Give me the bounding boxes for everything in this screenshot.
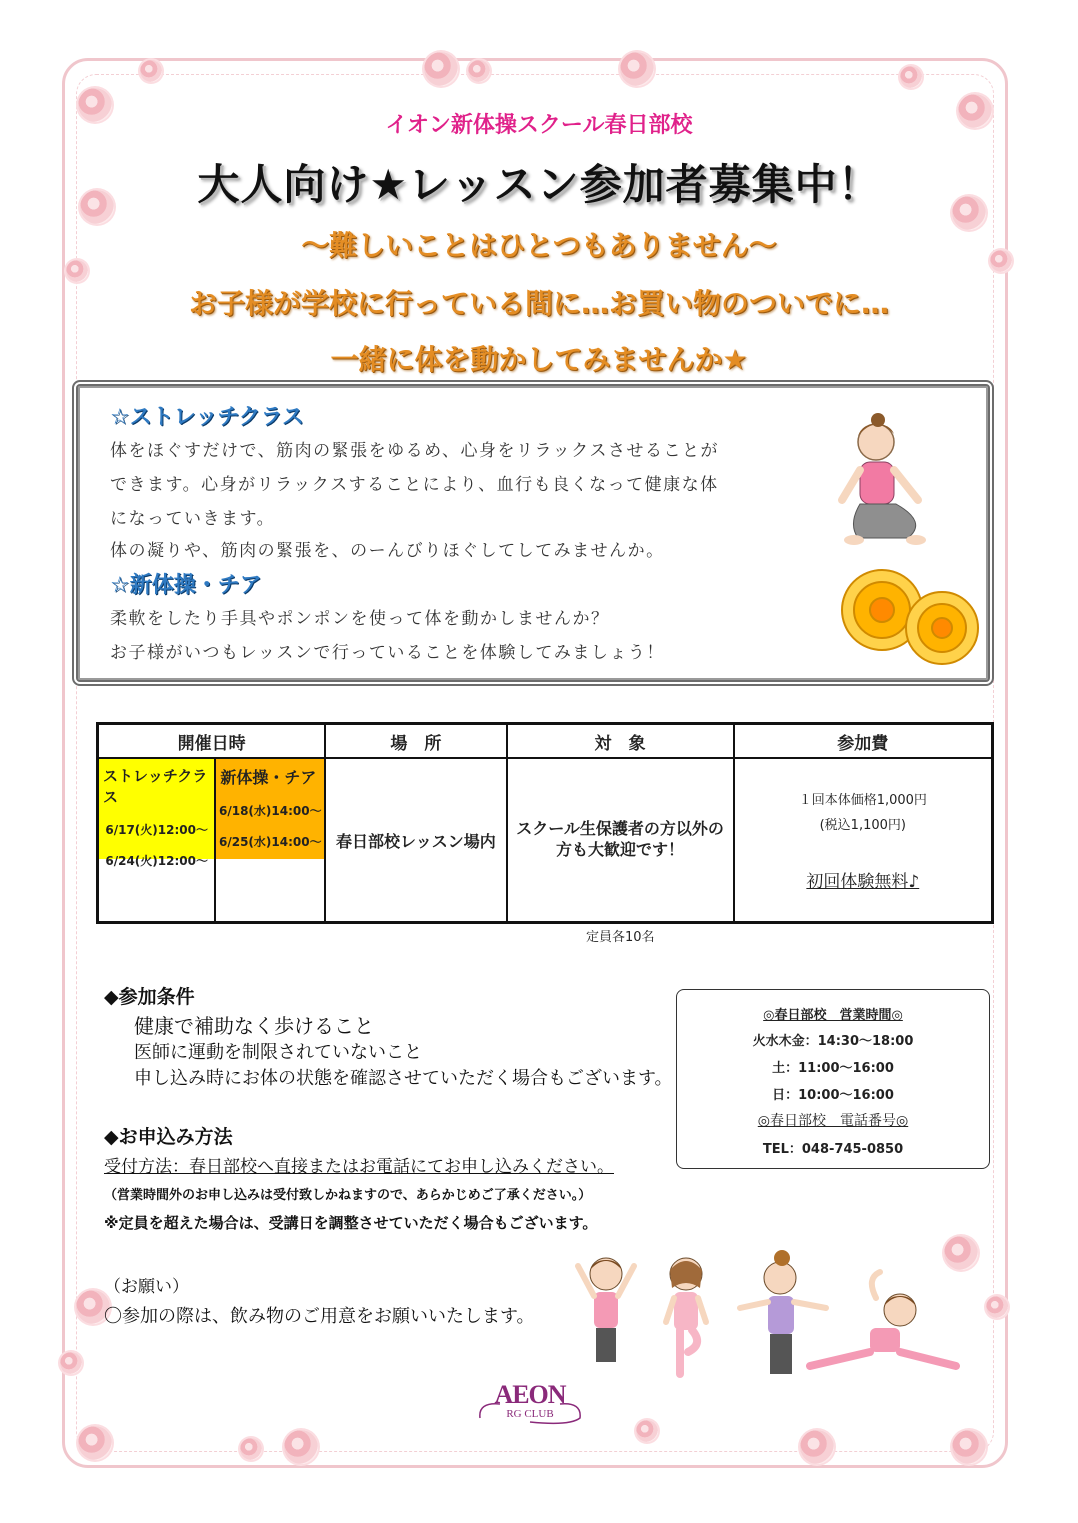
page-title: 大人向け★レッスン参加者募集中！ bbox=[197, 160, 881, 209]
apply-method: 受付方法：春日部校へ直接またはお電話にてお申し込みください。 bbox=[104, 1157, 614, 1177]
stretch-class-label: ストレッチクラス bbox=[103, 767, 208, 806]
fee-cell bbox=[734, 758, 993, 923]
rg-date: 6/25(水)14:00～ bbox=[219, 835, 322, 849]
header-target: 対 象 bbox=[507, 724, 734, 759]
apply-note: ※定員を超えた場合は、受講日を調整させていただく場合もございます。 bbox=[104, 1214, 598, 1232]
invite-line-2: 一緒に体を動かしてみませんか★ bbox=[330, 343, 748, 376]
rose-decoration bbox=[952, 1430, 986, 1464]
stretch-line: 体をほぐすだけで、筋肉の緊張をゆるめ、心身をリラックスさせることが bbox=[110, 441, 719, 461]
stretch-line: になっていきます。 bbox=[110, 509, 276, 529]
rose-decoration bbox=[240, 1438, 262, 1460]
hours-line: 土：11:00～16:00 bbox=[772, 1061, 894, 1076]
condition-item: 医師に運動を制限されていないこと bbox=[134, 1042, 422, 1063]
aeon-logo bbox=[470, 1380, 590, 1420]
logo-sub: RG CLUB bbox=[506, 1408, 554, 1420]
stretch-date: 6/17(火)12:00～ bbox=[105, 823, 208, 837]
exercising-women-illustration bbox=[570, 1248, 960, 1388]
rg-class-label: 新体操・チア bbox=[220, 768, 317, 787]
rose-decoration bbox=[468, 60, 490, 82]
business-hours-box bbox=[676, 989, 990, 1169]
header-place: 場 所 bbox=[325, 724, 506, 759]
stretch-date: 6/24(火)12:00～ bbox=[105, 854, 208, 868]
hours-line: 火水木金：14:30～18:00 bbox=[752, 1034, 914, 1049]
rose-decoration bbox=[284, 1430, 318, 1464]
rose-decoration bbox=[986, 1296, 1008, 1318]
stretch-heading: ☆ストレッチクラス bbox=[110, 405, 304, 430]
phone-title: ◎春日部校 電話番号◎ bbox=[757, 1113, 909, 1129]
rose-decoration bbox=[636, 1420, 658, 1442]
hours-title: ◎春日部校 営業時間◎ bbox=[763, 1008, 903, 1023]
request-line: 〇参加の際は、飲み物のご用意をお願いいたします。 bbox=[104, 1306, 535, 1327]
stretching-woman-illustration bbox=[798, 404, 968, 554]
rose-decoration bbox=[60, 1352, 82, 1374]
stretch-dates-cell bbox=[98, 758, 216, 923]
rose-decoration bbox=[140, 60, 162, 82]
stretch-line: できます。心身がリラックスすることにより、血行も良くなって健康な体 bbox=[110, 475, 719, 495]
rg-date: 6/18(水)14:00～ bbox=[219, 804, 322, 818]
rg-dates-cell bbox=[215, 758, 325, 923]
rg-heading: ☆新体操・チア bbox=[110, 573, 262, 598]
rose-decoration bbox=[800, 1430, 834, 1464]
rose-decoration bbox=[620, 52, 654, 86]
hours-line: 日：10:00～16:00 bbox=[772, 1088, 894, 1103]
request-heading: （お願い） bbox=[104, 1277, 189, 1297]
condition-item: 申し込み時にお体の状態を確認させていただく場合もございます。 bbox=[134, 1068, 673, 1089]
capacity-note: 定員各10名 bbox=[586, 930, 655, 945]
logo-brand: AEON bbox=[494, 1380, 566, 1409]
header-fee: 参加費 bbox=[734, 724, 993, 759]
stretch-line: 体の凝りや、筋肉の緊張を、のーんびりほぐしてしてみませんか。 bbox=[110, 541, 665, 561]
rg-line: 柔軟をしたり手具やポンポンを使って体を動かしませんか？ bbox=[110, 609, 610, 629]
conditions-heading: ◆参加条件 bbox=[104, 986, 195, 1008]
header-date: 開催日時 bbox=[98, 724, 326, 759]
fee-tax: (税込1,100円) bbox=[819, 817, 906, 833]
rose-decoration bbox=[78, 1426, 112, 1460]
rose-decoration bbox=[900, 66, 922, 88]
pompom-icon bbox=[834, 562, 984, 672]
tagline: ～難しいことはひとつもありません～ bbox=[301, 229, 777, 262]
apply-heading: ◆お申込み方法 bbox=[104, 1126, 233, 1148]
invite-line-1: お子様が学校に行っている間に…お買い物のついでに… bbox=[188, 287, 889, 320]
free-trial-note: 初回体験無料♪ bbox=[806, 871, 920, 892]
schedule-table bbox=[96, 722, 994, 924]
phone-number: TEL：048-745-0850 bbox=[762, 1142, 904, 1157]
apply-note: （営業時間外のお申し込みは受付致しかねますので、あらかじめご了承ください。） bbox=[104, 1188, 592, 1203]
condition-item: 健康で補助なく歩けること bbox=[134, 1014, 374, 1038]
rose-decoration bbox=[424, 52, 458, 86]
class-description-box bbox=[72, 380, 994, 686]
target-cell: スクール生保護者の方以外の方も大歓迎です！ bbox=[507, 758, 734, 923]
rg-line: お子様がいつもレッスンで行っていることを体験してみましょう！ bbox=[110, 643, 665, 663]
place-cell: 春日部校レッスン場内 bbox=[325, 758, 506, 923]
logo-swirl-icon bbox=[470, 1396, 590, 1426]
school-name: イオン新体操スクール春日部校 bbox=[385, 113, 693, 138]
fee-price: １回本体価格1,000円 bbox=[798, 792, 927, 808]
